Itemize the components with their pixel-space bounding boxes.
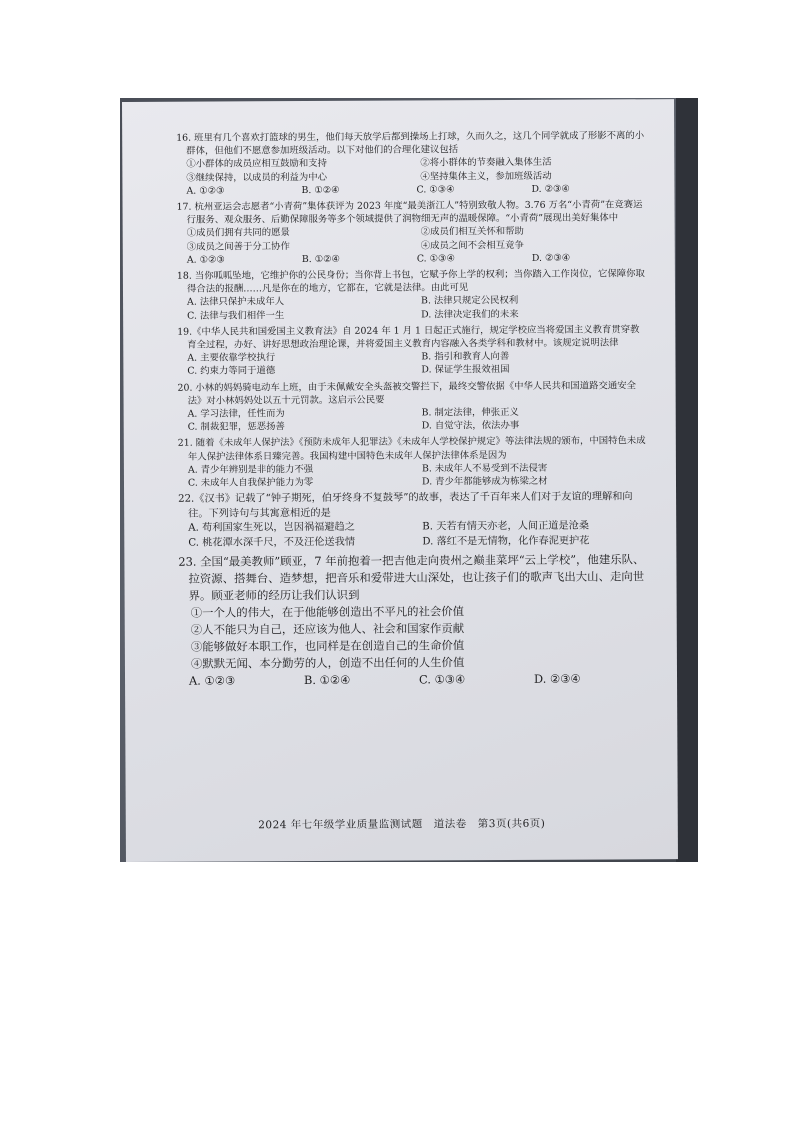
exam-photo: [120, 98, 698, 862]
statement: ②成员们相互关怀和帮助: [420, 226, 524, 238]
option: B. 法律只规定公民权利: [421, 295, 519, 307]
question-16: [176, 129, 646, 197]
question-23: [178, 551, 649, 689]
question-23-text: 23. 全国“最美教师”顾亚，7 年前抱着一把吉他走向贵州之巅韭菜坪“云上学校”，他建乐队、拉资源、搭舞台、造梦想，把音乐和爱带进大山深处，也让孩子们的歌声飞出大山、走向世界。顾亚老师的经历让我们认识到: [178, 552, 645, 603]
question-19-text: 19.《中华人民共和国爱国主义教育法》自 2024 年 1 月 1 日起正式施行，规定学校应当将爱国主义教育贯穿教育全过程，办好、讲好思想政治理论课，并将爱国主义教育内容融入各类学科和教材中。该规定说明法律: [177, 324, 640, 351]
option: C. 法律与我们相伴一生: [187, 309, 285, 322]
statement: ①成员们拥有共同的愿景: [186, 227, 290, 240]
question-21-text: 21. 随着《未成年人保护法》《预防未成年人犯罪法》《未成年人学校保护规定》等法律法规的颁布，中国特色未成年人保护法律体系日臻完善。我国构建中国特色未成年人保护法律体系是因为: [177, 435, 646, 463]
question-16-text: 16. 班里有几个喜欢打篮球的男生，他们每天放学后都到操场上打球，久而久之，这几个同学就成了形影不离的小群体，但他们不愿意参加班级活动。以下对他们的合理化建议包括: [176, 130, 645, 157]
option: B. 制定法律，伸张正义: [421, 406, 519, 419]
option: C. ①③④: [416, 184, 455, 196]
option: A. 法律只保护未成年人: [187, 296, 285, 309]
option: C. 制裁犯罪，惩恶扬善: [187, 421, 285, 433]
question-20-text: 20. 小林的妈妈骑电动车上班，由于未佩戴安全头盔被交警拦下，最终交警依据《中华人民共和国道路交通安全法》对小林妈妈处以五十元罚款。这启示公民要: [177, 379, 637, 407]
option: A. ①②③: [188, 673, 236, 688]
option: A. ①②③: [186, 254, 225, 266]
question-17-options: [177, 251, 647, 267]
question-16-options: [176, 182, 646, 198]
question-17: [177, 198, 647, 266]
question-19-options: [177, 350, 647, 379]
statement: ④默默无闻、本分勤劳的人，创造不出任何的人生价值: [190, 655, 465, 671]
option: C. ①③④: [418, 672, 466, 687]
photo-shadow-edge: [676, 98, 698, 862]
option: C. 约束力等同于道德: [187, 365, 276, 378]
statement: ③成员之间善于分工协作: [186, 240, 290, 253]
option: A. 苟利国家生死以，岂因祸福避趋之: [188, 521, 355, 534]
option: B. 天若有情天亦老，人间正道是沧桑: [422, 520, 590, 533]
question-17-statements: [177, 225, 647, 254]
option: A. ①②③: [186, 185, 225, 197]
option: D. ②③④: [533, 671, 581, 686]
option: C. 桃花潭水深千尺，不及汪伦送我情: [188, 536, 356, 549]
option: D. 法律决定我们的未来: [421, 308, 519, 321]
option: D. 落红不是无情物，化作春泥更护花: [422, 535, 590, 547]
option: B. 指引和教育人向善: [421, 351, 510, 363]
statement: ④成员之间不会相互竞争: [420, 239, 524, 252]
question-22-text: 22.《汉书》记载了“钟子期死，伯牙终身不复鼓琴”的故事，表达了千百年来人们对于友谊的理解和向往。下列诗句与其寓意相近的是: [178, 491, 633, 520]
option: D. ②③④: [531, 183, 570, 195]
question-16-statements: [176, 156, 646, 185]
statement: ③能够做好本职工作，也同样是在创造自己的生命价值: [190, 638, 465, 654]
question-18-text: 18. 当你呱呱坠地，它维护你的公民身份；当你背上书包，它赋予你上学的权利；当你踏入工作岗位，它保障你取得合法的报酬……凡是你在的地方，它都在，它就是法律。由此可见: [176, 268, 645, 295]
option: B. ①②④: [301, 253, 340, 265]
question-20-options: [178, 405, 648, 434]
option: D. 保证学生报效祖国: [421, 364, 510, 376]
statement: ②人不能只为自己，还应该为他人、社会和国家作贡献: [190, 621, 465, 637]
option: A. 青少年辨别是非的能力不强: [187, 463, 314, 476]
statement: ④坚持集体主义，参加班级活动: [420, 170, 552, 183]
option: B. ①②④: [303, 672, 351, 687]
option: B. ①②④: [301, 184, 340, 196]
question-17-text: 17. 杭州亚运会志愿者“小青荷”集体获评为 2023 年度“最美浙江人”特别致敬人物。3.76 万名“小青荷”在竞赛运行服务、观众服务、后勤保障服务等多个领域提供了润物细无声的温暖保障。“小青荷”展现出美好集体中: [176, 199, 643, 226]
question-21: [178, 435, 648, 490]
question-18: [177, 267, 647, 322]
statement: ②将小群体的节奏融入集体生活: [420, 157, 552, 169]
question-19: [177, 323, 647, 378]
option: A. 学习法律，任性而为: [187, 408, 285, 420]
question-20: [177, 379, 647, 434]
page-footer: 2024 年七年级学业质量监测试题 道法卷 第3页(共6页): [258, 817, 546, 832]
option: A. 主要依靠学校执行: [187, 352, 276, 364]
statement: ③继续保持，以成员的利益为中心: [186, 171, 328, 184]
option: C. ①③④: [416, 253, 455, 265]
option: B. 未成年人不易受到不法侵害: [421, 462, 548, 475]
question-23-statements: [179, 602, 649, 672]
statement: ①一个人的伟大，在于他能够创造出不平凡的社会价值: [190, 604, 465, 620]
exam-paper: [122, 99, 678, 862]
exam-content: [176, 129, 649, 692]
question-18-options: [177, 294, 647, 323]
option: D. ②③④: [531, 252, 571, 264]
question-23-options: [179, 670, 649, 689]
question-21-options: [178, 461, 648, 490]
option: D. 青少年都能够成为栋梁之材: [421, 475, 548, 488]
option: C. 未成年人自我保护能力为零: [187, 477, 314, 489]
option: D. 自觉守法，依法办事: [421, 420, 520, 432]
statement: ①小群体的成员应相互鼓励和支持: [186, 158, 327, 171]
question-22: [178, 491, 648, 551]
question-22-options: [178, 519, 648, 550]
